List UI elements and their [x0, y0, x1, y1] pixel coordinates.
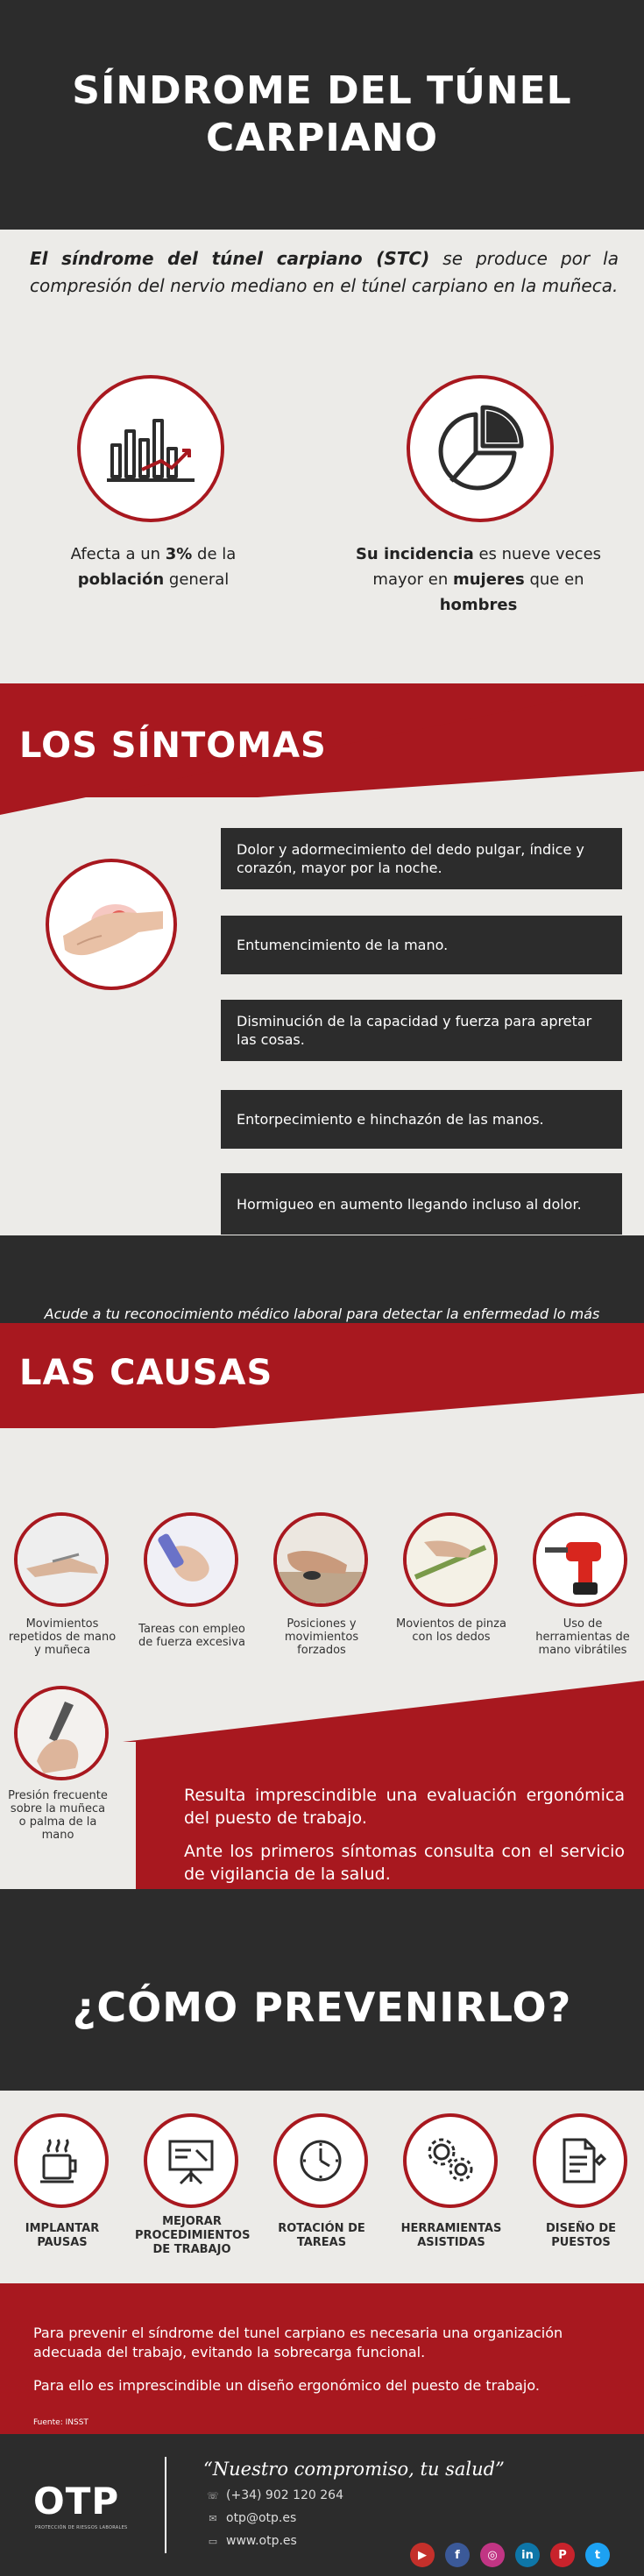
gears-icon [403, 2113, 498, 2208]
cause-label: Uso de herramientas de mano vibrátiles [535, 1617, 630, 1657]
linkedin-icon[interactable]: in [515, 2543, 540, 2567]
prevent-title: ¿CÓMO PREVENIRLO? [72, 1984, 572, 2031]
symptom-item: Hormigueo en aumento llegando incluso al dolor. [221, 1173, 622, 1235]
pie-chart-icon [407, 375, 554, 522]
facebook-icon[interactable]: f [445, 2543, 470, 2567]
cause-label: Posiciones y movimientos forzados [284, 1617, 359, 1657]
slogan: “Nuestro compromiso, tu salud” [203, 2459, 505, 2480]
twitter-icon[interactable]: t [585, 2543, 610, 2567]
prevent-organization-text: Para prevenir el síndrome del tunel carpiano es necesaria una organización adecuada del trabajo, evitando la sobrecarga funcional. [33, 2325, 563, 2360]
ergonomic-evaluation-text: Resulta imprescindible una evaluación ergonómica del puesto de trabajo. [184, 1786, 625, 1828]
symptom-item: Entumencimiento de la mano. [221, 916, 622, 974]
stat-prevalence: Afecta a un 3% de la población general [70, 545, 237, 589]
otp-logo: OTP [33, 2480, 120, 2523]
email-contact[interactable]: ✉ otp@otp.es [207, 2511, 296, 2525]
prevent-design-text: Para ello es imprescindible un diseño ergonómico del puesto de trabajo. [33, 2377, 540, 2394]
medical-checkup-note: Acude a tu reconocimiento médico laboral para detectar la enfermedad lo más [44, 1306, 600, 1322]
phone-contact[interactable]: ☏ (+34) 902 120 264 [207, 2488, 343, 2502]
stat-incidence: Su incidencia es nueve veces mayor en mujeres que en hombres [355, 545, 602, 614]
pause-icon [14, 2113, 109, 2208]
presentation-board-icon [144, 2113, 238, 2208]
symptoms-title: LOS SÍNTOMAS [19, 725, 327, 766]
prevent-label: DISEÑO DE PUESTOS [546, 2222, 616, 2249]
symptom-item: Disminución de la capacidad y fuerza para apretar las cosas. [221, 1000, 622, 1061]
monitor-icon: ▭ [208, 2535, 218, 2547]
cause-label: Movientos de pinza con los dedos [396, 1617, 506, 1644]
phone-icon: ☏ [207, 2489, 219, 2502]
symptom-item: Dolor y adormecimiento del dedo pulgar, índice y corazón, mayor por la noche. [221, 828, 622, 889]
youtube-icon[interactable]: ▶ [410, 2543, 435, 2567]
vibrating-tool-icon [533, 1512, 627, 1607]
pinch-movement-icon [403, 1512, 498, 1607]
cause-label: Presión frecuente sobre la muñeca o palma de la mano [8, 1789, 108, 1842]
wrist-pain-icon [46, 859, 177, 990]
causes-red-block-edge [123, 1742, 136, 1889]
document-design-icon [533, 2113, 627, 2208]
footer-divider [165, 2457, 166, 2553]
palm-pressure-icon [14, 1686, 109, 1780]
causes-banner-cut [0, 1393, 644, 1446]
excessive-force-icon [144, 1512, 238, 1607]
web-contact[interactable]: ▭ www.otp.es [208, 2534, 297, 2548]
instagram-icon[interactable]: ◎ [480, 2543, 505, 2567]
intro-rest: se produce por la compresión del nervio mediano en el túnel carpiano en la muñeca. [30, 248, 619, 296]
header [0, 0, 644, 230]
mail-icon: ✉ [209, 2512, 217, 2524]
symptoms-banner-cut [0, 771, 644, 815]
prevent-label: MEJORAR PROCEDIMIENTOS DE TRABAJO [135, 2215, 251, 2256]
causes-title: LAS CAUSAS [19, 1353, 273, 1393]
cause-label: Tareas con empleo de fuerza excesiva [138, 1623, 245, 1649]
causes-red-wedge [123, 1681, 644, 1742]
intro-bold: El síndrome del túnel carpiano (STC) [30, 248, 430, 269]
clock-icon [273, 2113, 368, 2208]
pinterest-icon[interactable]: P [550, 2543, 575, 2567]
cause-label: Movimientos repetidos de mano y muñeca [8, 1617, 117, 1657]
prevent-label: ROTACIÓN DE TAREAS [278, 2222, 365, 2249]
logo-tagline: PROTECCIÓN DE RIESGOS LABORALES [35, 2525, 128, 2530]
forced-posture-icon [273, 1512, 368, 1607]
page-title: SÍNDROME DEL TÚNEL CARPIANO [72, 68, 572, 160]
intro-paragraph [30, 245, 619, 300]
bar-chart-icon [77, 375, 224, 522]
source-note: Fuente: INSST [33, 2418, 88, 2427]
footer [0, 2434, 644, 2576]
health-surveillance-text: Ante los primeros síntomas consulta con el servicio de vigilancia de la salud. [184, 1842, 625, 1884]
repetitive-movement-icon [14, 1512, 109, 1607]
prevent-label: IMPLANTAR PAUSAS [25, 2222, 100, 2249]
prevent-label: HERRAMIENTAS ASISTIDAS [400, 2222, 502, 2249]
symptom-item: Entorpecimiento e hinchazón de las manos. [221, 1090, 622, 1149]
